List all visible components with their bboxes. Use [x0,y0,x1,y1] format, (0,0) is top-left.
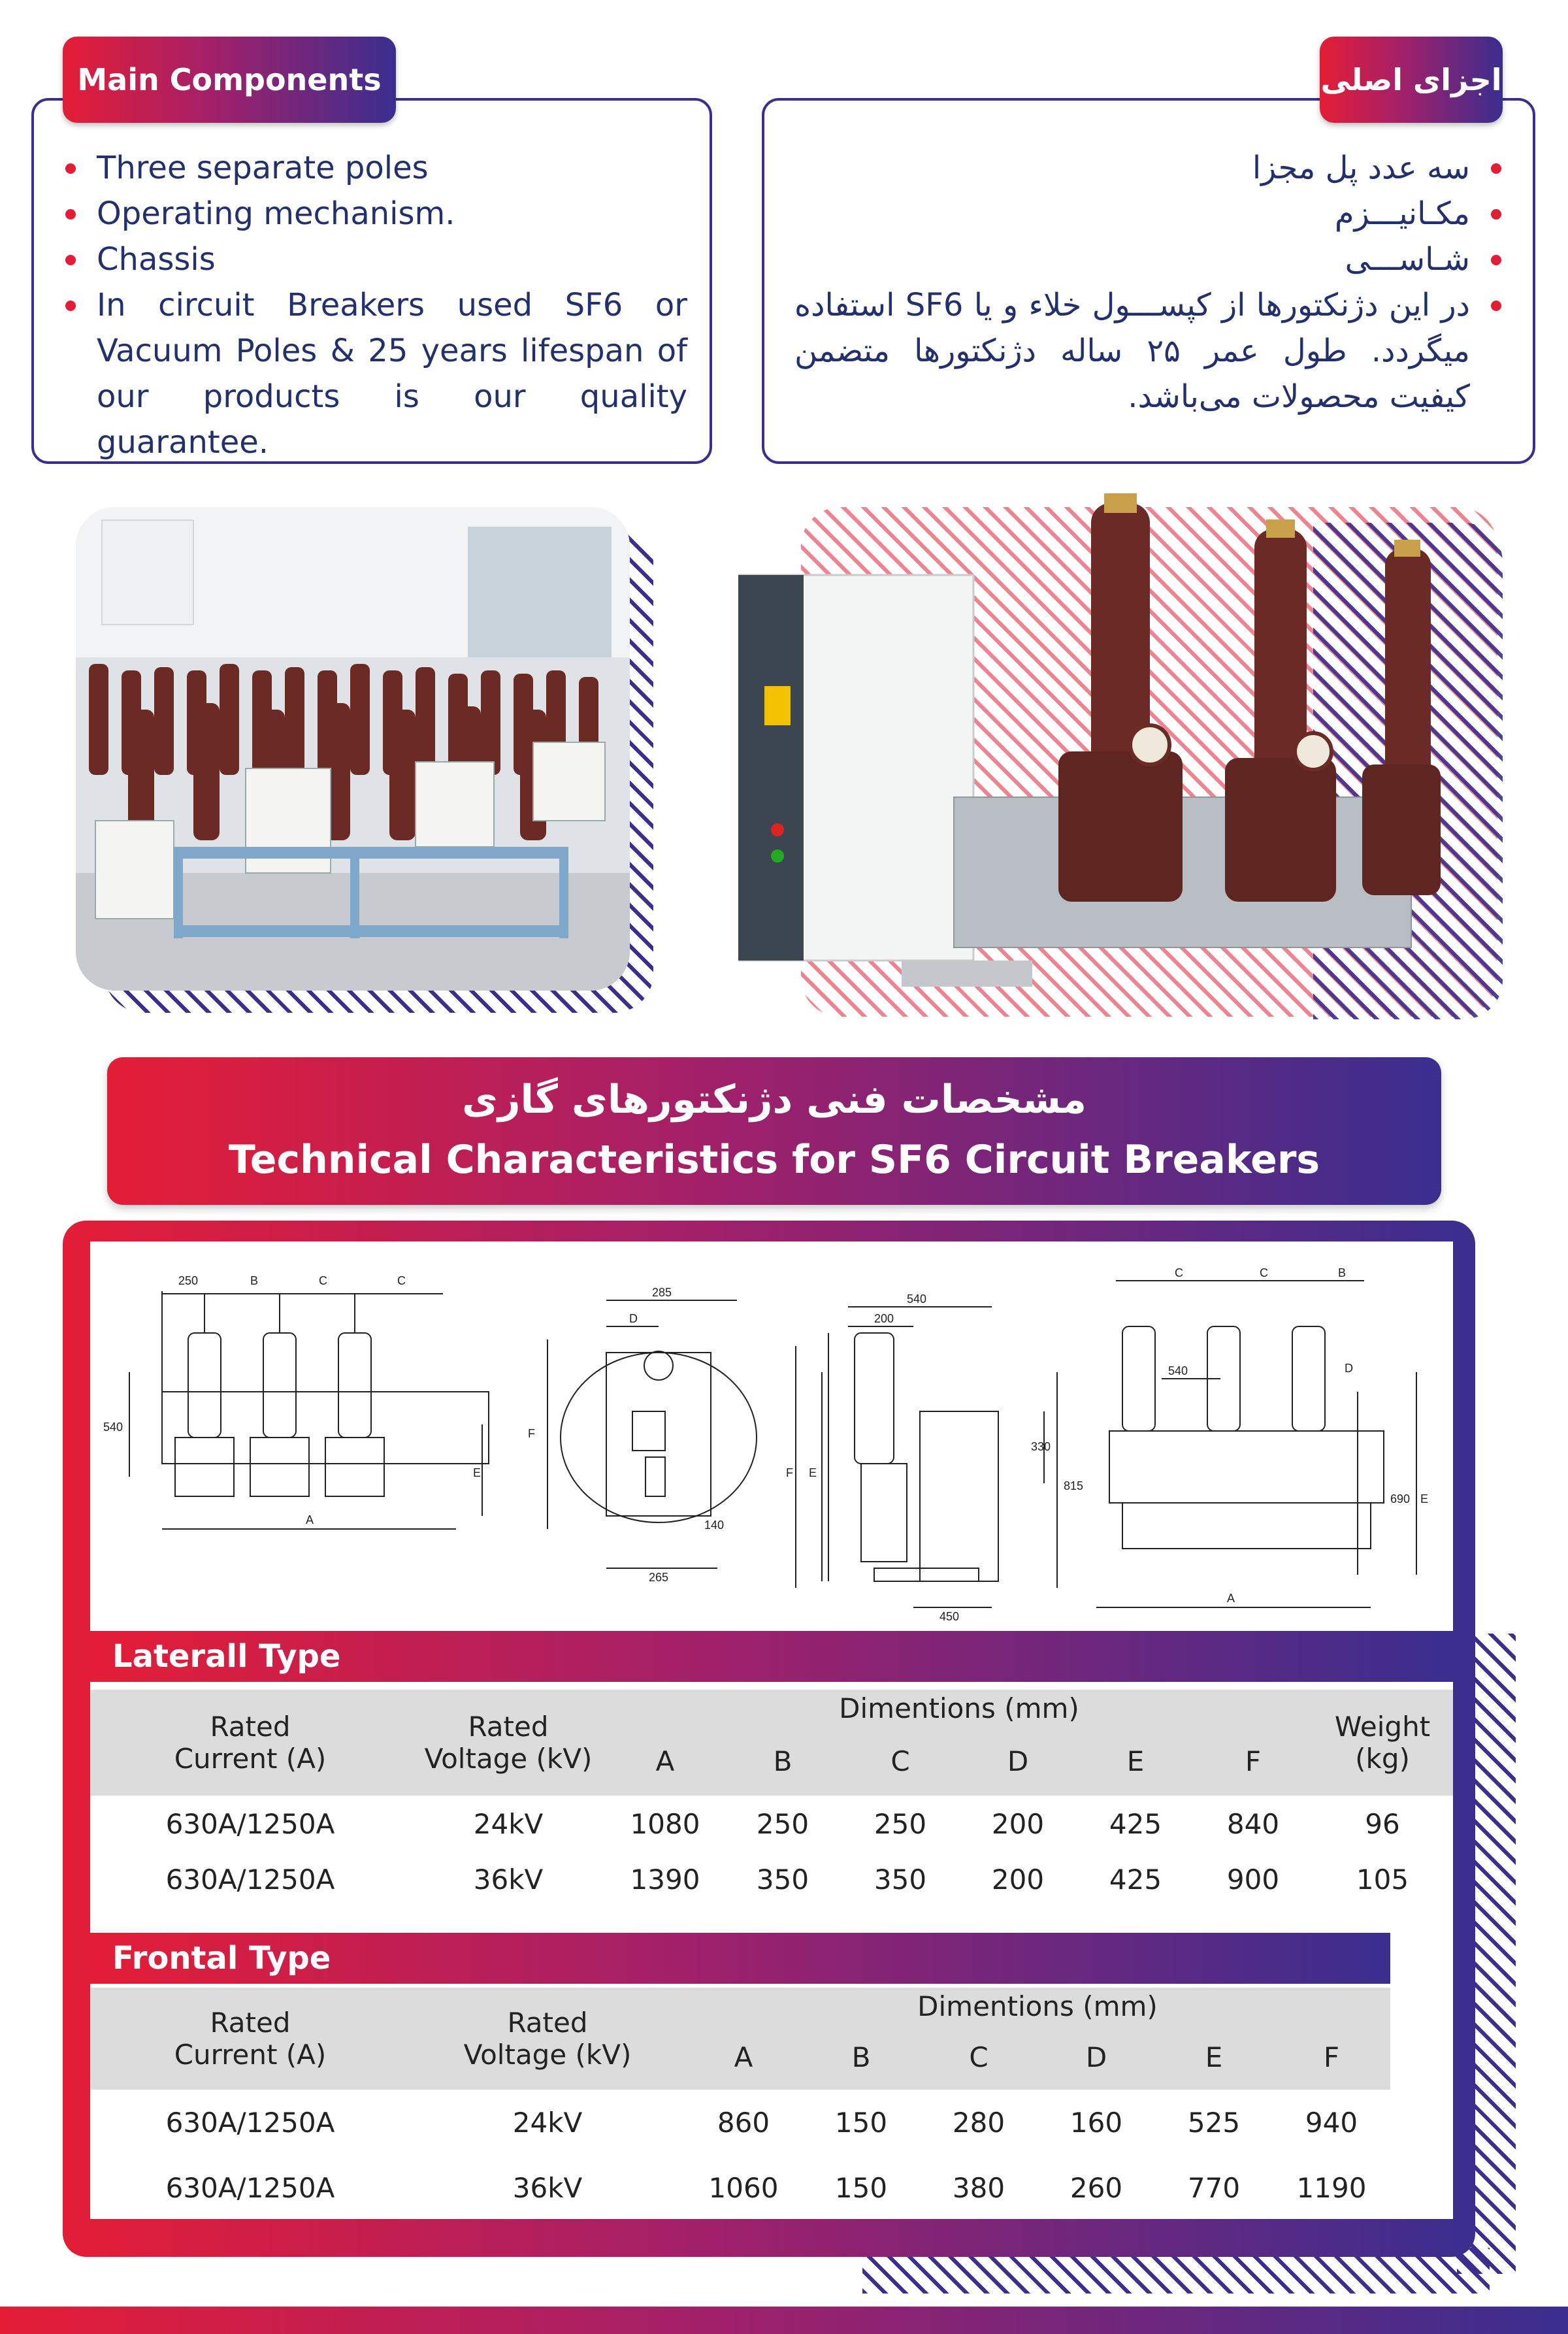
header-col-d: D [1085,2041,1107,2073]
table-row [90,1796,1453,1852]
cell: 380 [952,2171,1005,2204]
dimension-label: 540 [907,1292,927,1306]
header-col-f: F [1323,2041,1340,2073]
dimension-label: B [1338,1266,1347,1279]
components-fa-badge: اجزای اصلی [1320,37,1503,123]
components-en-badge: Main Components [63,37,396,123]
list-item: مکـانیـــزم [794,191,1507,237]
cell: 630A/1250A [165,2106,335,2139]
dimension-label: A [306,1513,314,1526]
dimension-label: C [397,1274,406,1287]
table-row [90,2090,1390,2155]
list-item: شـاســـی [794,237,1507,282]
cell: 36kV [512,2171,583,2204]
header-weight: Weight (kg) [1334,1711,1431,1775]
technical-drawings [90,1241,1453,1623]
cell: 525 [1187,2106,1241,2139]
dimension-label: C [1260,1266,1268,1279]
cell: 630A/1250A [165,1807,335,1840]
dimension-label: 330 [1031,1440,1051,1453]
dimension-label: 540 [103,1421,123,1434]
cell: 160 [1070,2106,1123,2139]
list-item: Chassis [60,237,687,282]
cell: 840 [1226,1807,1280,1840]
dimension-drawings [90,1241,1453,1623]
cell: 260 [1070,2171,1123,2204]
dimension-label: B [250,1274,259,1287]
cell: 1060 [708,2171,779,2204]
factory-illustration [76,507,630,991]
header-col-b: B [773,1745,792,1777]
technical-title-banner [107,1057,1441,1205]
cell: 280 [952,2106,1005,2139]
header-dimensions: Dimentions (mm) [839,1692,1079,1724]
frontal-section-title: Frontal Type [90,1933,1390,1984]
header-voltage: Rated Voltage (kV) [424,1711,593,1775]
components-en-list [60,145,687,465]
dimension-label: E [809,1466,817,1479]
cell: 1080 [630,1807,700,1840]
components-fa-box [762,98,1535,464]
header-col-a: A [655,1745,675,1777]
dimension-label: C [319,1274,327,1287]
cell: 350 [874,1863,927,1896]
cell: 96 [1365,1807,1400,1840]
table-row [90,1852,1453,1907]
cell: 36kV [473,1863,544,1896]
cell: 105 [1356,1863,1409,1896]
dimension-label: 140 [704,1519,725,1532]
cell: 770 [1187,2171,1241,2204]
dimension-label: A [1227,1592,1235,1605]
dimension-label: D [629,1312,638,1325]
header-col-b: B [851,2041,871,2073]
header-current: Rated Current (A) [174,1711,327,1775]
dimension-label: 200 [874,1312,894,1325]
cell: 24kV [512,2106,583,2139]
technical-title-fa: مشخصات فنی دژنکتورهای گازی [461,1077,1086,1123]
header-col-e: E [1205,2041,1223,2073]
breaker-product-photo [738,490,1444,1032]
cell: 200 [991,1863,1045,1896]
cell: 425 [1109,1807,1162,1840]
components-fa-list [794,145,1507,419]
header-voltage: Rated Voltage (kV) [463,2007,632,2071]
technical-title-en: Technical Characteristics for SF6 Circuit Breakers [228,1137,1320,1183]
dimension-label: 285 [652,1286,672,1299]
dimension-label: F [786,1466,793,1479]
header-col-c: C [969,2041,988,2073]
lateral-section-title: Laterall Type [90,1631,1453,1682]
list-item: In circuit Breakers used SF6 or Vacuum Poles & 25 years lifespan of our products is our quality guarantee. [60,282,687,465]
lateral-table [90,1690,1453,1907]
dimension-label: 690 [1390,1492,1411,1505]
dimension-label: 450 [939,1610,960,1623]
cell: 630A/1250A [165,1863,335,1896]
components-en-box [31,98,712,464]
list-item: سه عدد پل مجزا [794,145,1507,191]
dimension-label: E [1420,1492,1429,1505]
dimension-label: 265 [649,1571,669,1584]
cell: 24kV [473,1807,544,1840]
bottom-bar [0,2307,1568,2334]
cell: 250 [756,1807,809,1840]
header-col-a: A [734,2041,753,2073]
cell: 150 [834,2171,888,2204]
list-item: در این دژنکتورها از کپســـول خلاء و یا SF6 استفاده میگردد. طول عمر ۲۵ ساله دژنکتورها متضمن کیفیت محصولات می‌باشد. [794,282,1507,419]
header-col-d: D [1007,1745,1029,1777]
list-item: Operating mechanism. [60,191,687,237]
frontal-table [90,1988,1390,2220]
cell: 900 [1226,1863,1280,1896]
cell: 200 [991,1807,1045,1840]
header-dimensions: Dimentions (mm) [917,1990,1158,2022]
dimension-label: F [528,1427,535,1440]
table-row [90,2155,1390,2220]
dimension-label: 540 [1168,1364,1188,1377]
header-col-c: C [890,1745,910,1777]
cell: 250 [874,1807,927,1840]
cell: 860 [717,2106,770,2139]
cell: 1190 [1296,2171,1367,2204]
dimension-label: 250 [178,1274,199,1287]
list-item: Three separate poles [60,145,687,191]
header-current: Rated Current (A) [174,2007,327,2071]
header-col-f: F [1245,1745,1262,1777]
breaker-illustration [738,490,1444,1032]
header-col-e: E [1126,1745,1145,1777]
cell: 425 [1109,1863,1162,1896]
factory-photo [76,507,630,991]
cell: 350 [756,1863,809,1896]
dimension-label: C [1175,1266,1183,1279]
cell: 630A/1250A [165,2171,335,2204]
cell: 150 [834,2106,888,2139]
dimension-label: E [473,1466,482,1479]
cell: 940 [1305,2106,1358,2139]
dimension-label: D [1345,1362,1353,1375]
cell: 1390 [630,1863,700,1896]
dimension-label: 815 [1064,1479,1084,1492]
